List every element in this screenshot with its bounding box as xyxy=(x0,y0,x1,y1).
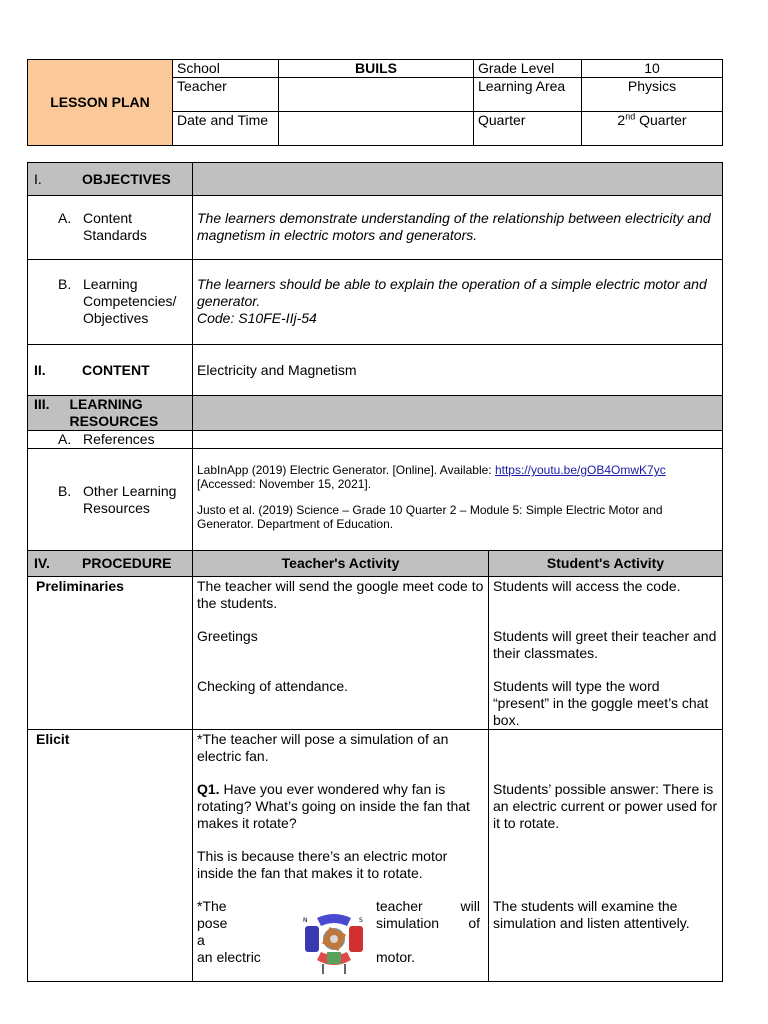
procedure-heading: IV. PROCEDURE xyxy=(28,551,193,577)
magnet-north-label: N xyxy=(303,917,308,924)
header-table xyxy=(27,59,723,146)
quarter-label: Quarter xyxy=(474,112,582,146)
teacher-value xyxy=(279,78,474,112)
preliminaries-label: Preliminaries xyxy=(28,577,193,730)
elicit-label: Elicit xyxy=(28,730,193,982)
grade-value: 10 xyxy=(582,60,723,78)
date-label: Date and Time xyxy=(173,112,279,146)
competency-code: Code: S10FE-IIj-54 xyxy=(197,310,317,326)
magnet-south-label: S xyxy=(359,917,363,924)
preliminaries-student: Students will access the code. Students will greet their teacher and their classmates. Students will type the word “present” in the goggle meet’s chat box. xyxy=(489,577,723,730)
competencies-text: The learners should be able to explain the operation of a simple electric motor and generator. Code: S10FE-IIj-54 xyxy=(193,260,723,345)
elicit-student: Students’ possible answer: There is an electric current or power used for it to rotate. The students will examine the simulation and listen attentively. xyxy=(489,730,723,982)
student-activity-header: Student's Activity xyxy=(489,551,723,577)
lesson-plan-title: LESSON PLAN xyxy=(28,60,173,146)
content-heading: II. CONTENT xyxy=(28,345,193,396)
other-resources-text xyxy=(193,449,723,551)
other-resources-label: B. Other Learning Resources xyxy=(28,449,193,551)
content-standards-label: A. Content Standards xyxy=(28,196,193,260)
school-value: BUILS xyxy=(279,60,474,78)
reference-1: LabInApp (2019) Electric Generator. [Online]. Available: https://youtu.be/gOB4OmwK7yc [Accessed: November 15, 2021]. xyxy=(197,463,666,491)
content-text: Electricity and Magnetism xyxy=(193,345,723,396)
competencies-label: B. Learning Competencies/ Objectives xyxy=(28,260,193,345)
electric-motor-image xyxy=(301,908,367,976)
quarter-value: 2nd Quarter xyxy=(582,112,723,146)
main-table xyxy=(27,162,723,982)
date-value xyxy=(279,112,474,146)
objectives-heading: I. OBJECTIVES xyxy=(28,163,193,196)
area-label: Learning Area xyxy=(474,78,582,112)
reference-link[interactable]: https://youtu.be/gOB4OmwK7yc xyxy=(494,463,666,477)
references-label: A. References xyxy=(28,431,193,449)
preliminaries-teacher: The teacher will send the google meet code to the students. Greetings Checking of attendance. xyxy=(193,577,489,730)
area-value: Physics xyxy=(582,78,723,112)
elicit-teacher: *The teacher will pose a simulation of an electric fan. Q1. Have you ever wondered why fan is rotating? What’s going on inside the fan that makes it rotate? This is because there’s an electric motor inside the fan that makes it to rotate. *The teacher will pose a simulation of an electric motor. N S xyxy=(193,730,489,982)
motor-simulation-block: *The teacher will pose a simulation of an electric motor. N S xyxy=(197,898,480,978)
school-label: School xyxy=(173,60,279,78)
grade-label: Grade Level xyxy=(474,60,582,78)
resources-heading: III. LEARNING RESOURCES xyxy=(28,396,193,431)
teacher-activity-header: Teacher's Activity xyxy=(193,551,489,577)
teacher-label: Teacher xyxy=(173,78,279,112)
content-standards-text: The learners demonstrate understanding of the relationship between electricity and magnetism in electric motors and generators. xyxy=(193,196,723,260)
reference-2: Justo et al. (2019) Science – Grade 10 Quarter 2 – Module 5: Simple Electric Motor and Generator. Department of Education. xyxy=(197,503,663,531)
